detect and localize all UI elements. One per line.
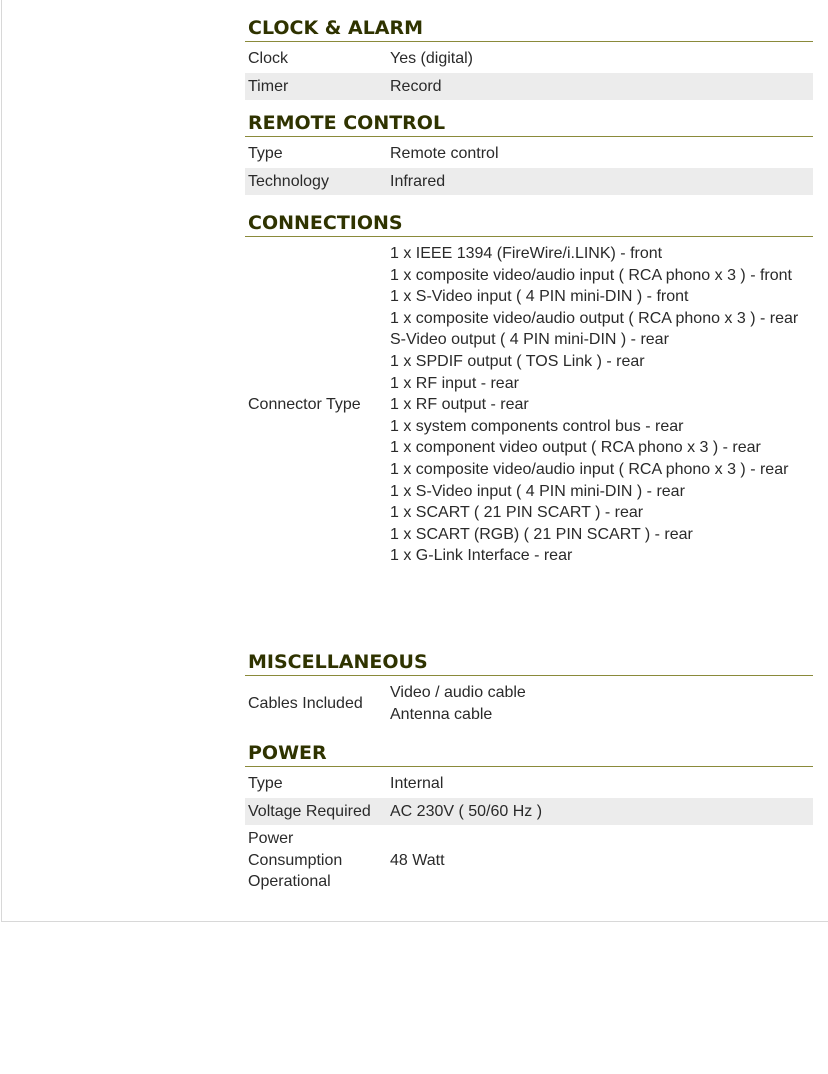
- spec-row-cables-included: [245, 679, 813, 728]
- spec-row-timer: [245, 73, 813, 101]
- spec-table: [245, 12, 813, 896]
- spec-label: Cables Included: [248, 694, 363, 712]
- section-connections: [245, 207, 813, 646]
- spec-label: Timer: [248, 77, 289, 95]
- section-miscellaneous: [245, 646, 813, 737]
- section-remote-control: [245, 107, 813, 207]
- spec-value: Infrared: [390, 172, 446, 190]
- spec-row-voltage-required: [245, 798, 813, 826]
- spec-value: Video / audio cable Antenna cable: [390, 684, 526, 723]
- spec-label: Power Consumption Operational: [248, 830, 343, 891]
- spec-row-power-type: [245, 770, 813, 798]
- spec-row-type: [245, 140, 813, 168]
- spec-label: Type: [248, 775, 283, 792]
- section-title: CONNECTIONS: [245, 207, 813, 237]
- section-title: CLOCK & ALARM: [245, 12, 813, 42]
- spec-value: 48 Watt: [390, 851, 445, 869]
- spec-value: Internal: [390, 775, 444, 792]
- spec-row-clock: [245, 45, 813, 73]
- spec-row-connector-type: [245, 240, 813, 570]
- spec-value: 1 x IEEE 1394 (FireWire/i.LINK) - front 1 x composite video/audio input ( RCA phono x 3 ) - front 1 x S-Video input ( 4 PIN mini-DIN ) - front 1 x composite video/audio output ( RCA phono x 3 ) - rear S-Video output ( 4 PIN mini-DIN ) - rear 1 x SPDIF output ( TOS Link ) - rear 1 x RF input - rear 1 x RF output - rear 1 x system components control bus - rear 1 x component video output ( RCA phono x 3 ) - rear 1 x composite video/audio input ( RCA phono x 3 ) - rear 1 x S-Video input ( 4 PIN mini-DIN ) - rear 1 x SCART ( 21 PIN SCART ) - rear 1 x SCART (RGB) ( 21 PIN SCART ) - rear 1 x G-Link Interface - rear: [390, 245, 799, 565]
- spec-label: Clock: [248, 50, 289, 67]
- spec-label: Voltage Required: [248, 802, 371, 820]
- spec-value: AC 230V ( 50/60 Hz ): [390, 802, 543, 820]
- spec-label: Type: [248, 145, 283, 162]
- section-clock-alarm: [245, 12, 813, 107]
- spec-value: Record: [390, 77, 442, 95]
- section-power: [245, 737, 813, 896]
- spec-value: Yes (digital): [390, 50, 474, 67]
- spec-label: Technology: [248, 172, 329, 190]
- section-title: REMOTE CONTROL: [245, 107, 813, 137]
- spec-value: Remote control: [390, 145, 499, 162]
- section-title: MISCELLANEOUS: [245, 646, 813, 676]
- spec-row-technology: [245, 168, 813, 196]
- spec-label: Connector Type: [248, 396, 361, 414]
- spec-row-power-consumption: [245, 825, 813, 896]
- section-title: POWER: [245, 737, 813, 767]
